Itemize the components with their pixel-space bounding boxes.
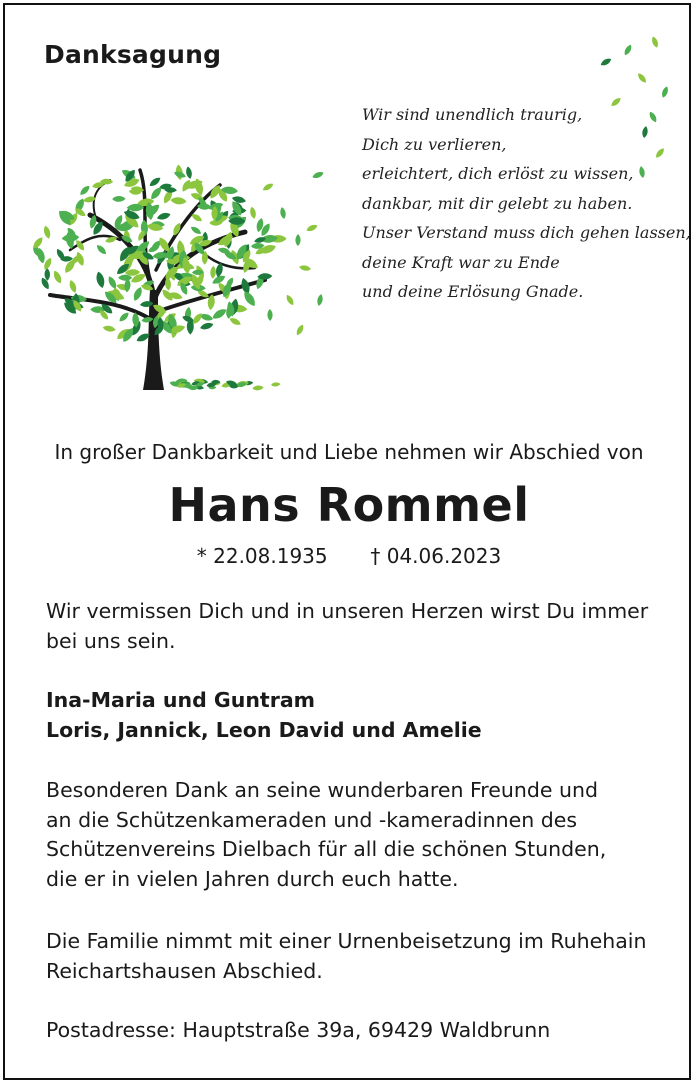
poem <box>362 100 691 307</box>
burial-info <box>46 927 686 986</box>
life-dates <box>0 544 698 568</box>
poem-line: Wir sind unendlich traurig, <box>362 105 583 124</box>
postal-address: Postadresse: Hauptstraße 39a, 69429 Waldbrunn <box>46 1018 551 1042</box>
death-date: † 04.06.2023 <box>370 544 502 568</box>
thanks <box>46 776 686 894</box>
deceased-name: Hans Rommel <box>168 478 530 532</box>
family-line: Loris, Jannick, Leon David und Amelie <box>46 717 482 742</box>
thanks-line: Schützenvereins Dielbach für all die schönen Stunden, <box>46 837 607 861</box>
intro-text: In großer Dankbarkeit und Liebe nehmen wir Abschied von <box>54 440 644 464</box>
message <box>46 597 686 656</box>
family-line: Ina-Maria und Guntram <box>46 688 316 712</box>
message-line: Wir vermissen Dich und in unseren Herzen wirst Du immer <box>46 599 649 623</box>
birth-date: * 22.08.1935 <box>196 544 328 568</box>
thanks-line: Besonderen Dank an seine wunderbaren Freunde und <box>46 778 599 802</box>
burial-line: Die Familie nimmt mit einer Urnenbeisetzung im Ruhehain <box>46 929 647 953</box>
poem-line: dankbar, mit dir gelebt zu haben. <box>362 193 633 213</box>
poem-line: und deine Erlösung Gnade. <box>362 282 584 301</box>
thanks-line: an die Schützenkameraden und -kameradinnen des <box>46 807 578 832</box>
family <box>46 686 686 745</box>
poem-line: Dich zu verlieren, <box>362 134 507 154</box>
burial-line: Reichartshausen Abschied. <box>46 958 323 983</box>
message-line: bei uns sein. <box>46 628 176 653</box>
heading: Danksagung <box>44 40 222 69</box>
poem-line: erleichtert, dich erlöst zu wissen, <box>362 164 634 183</box>
thanks-line: die er in vielen Jahren durch euch hatte. <box>46 866 459 891</box>
poem-line: deine Kraft war zu Ende <box>362 252 560 272</box>
poem-line: Unser Verstand muss dich gehen lassen, <box>362 223 691 242</box>
